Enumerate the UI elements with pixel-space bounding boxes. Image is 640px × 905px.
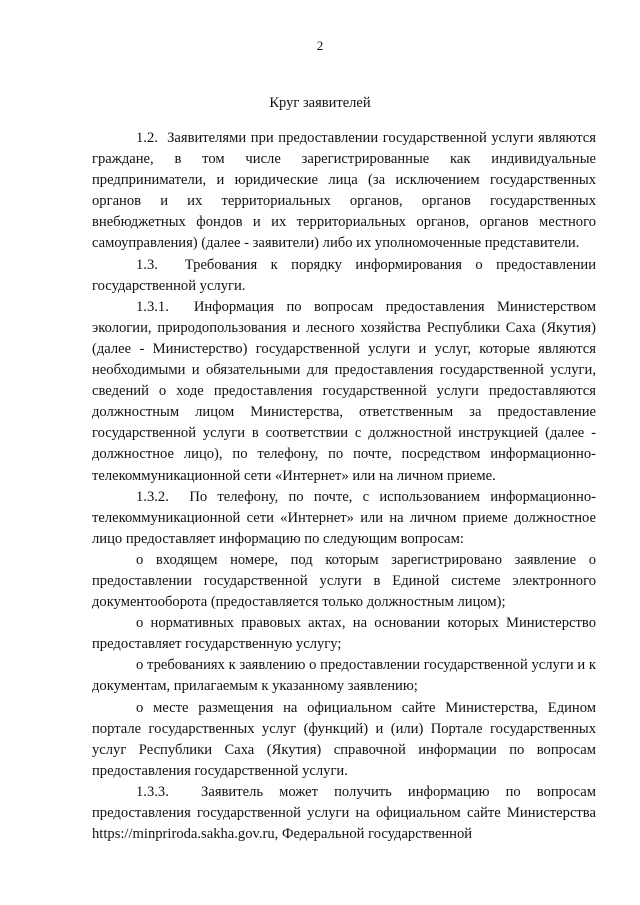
- list-item-application-requirements: о требованиях к заявлению о предоставлении государственной услуги и к документам, прилагаемым к указанному заявлению;: [92, 657, 596, 695]
- paragraph-1-3-1: 1.3.1. Информация по вопросам предоставления Министерством экологии, природопользования и лесного хозяйства Республики Саха (Якутия) (далее - Министерство) государственной услуги и услуг, которые являются необходимыми и обязательными для предоставления государственной услуги, сведений о ходе предоставления государственной услуги предоставляются должностным лицом Министерства, ответственным за предоставление государственной услуги в соответствии с должностной инструкцией (далее - должностное лицо), по телефону, по почте, посредством информационно-телекоммуникационной сети «Интернет» или на личном приеме.: [92, 298, 596, 484]
- section-heading: Круг заявителей: [269, 95, 371, 111]
- list-item-legal-acts: о нормативных правовых актах, на основании которых Министерство предоставляет государственную услугу;: [92, 615, 596, 653]
- paragraph-1-3-3: 1.3.3. Заявитель может получить информацию по вопросам предоставления государственной услуги на официальном сайте Министерства https://minpriroda.sakha.gov.ru, Федеральной государственной: [92, 783, 596, 843]
- list-item-info-placement: о месте размещения на официальном сайте Министерства, Едином портале государственных услуг (функций) и (или) Портале государственных услуг Республики Саха (Якутия) справочной информации по вопросам предоставления государственной услуги.: [92, 699, 596, 779]
- page-number: 2: [316, 38, 324, 53]
- paragraph-1-3: 1.3. Требования к порядку информирования о предоставлении государственной услуги.: [92, 256, 596, 294]
- list-item-incoming-number: о входящем номере, под которым зарегистрировано заявление о предоставлении государственной услуги в Единой системе электронного документооборота (предоставляется только должностным лицом);: [92, 551, 596, 611]
- paragraph-1-3-2: 1.3.2. По телефону, по почте, с использованием информационно-телекоммуникационной сети «Интернет» или на личном приеме должностное лицо предоставляет информацию по следующим вопросам:: [92, 488, 596, 547]
- paragraph-1-2: 1.2. Заявителями при предоставлении государственной услуги являются граждане, в том числе зарегистрированные как индивидуальные предприниматели, и юридические лица (за исключением государственных органов и их территориальных органов, органов государственных внебюджетных фондов и их территориальных органов, органов местного самоуправления) (далее - заявители) либо их уполномоченные представители.: [92, 130, 596, 252]
- body-text: [92, 128, 596, 845]
